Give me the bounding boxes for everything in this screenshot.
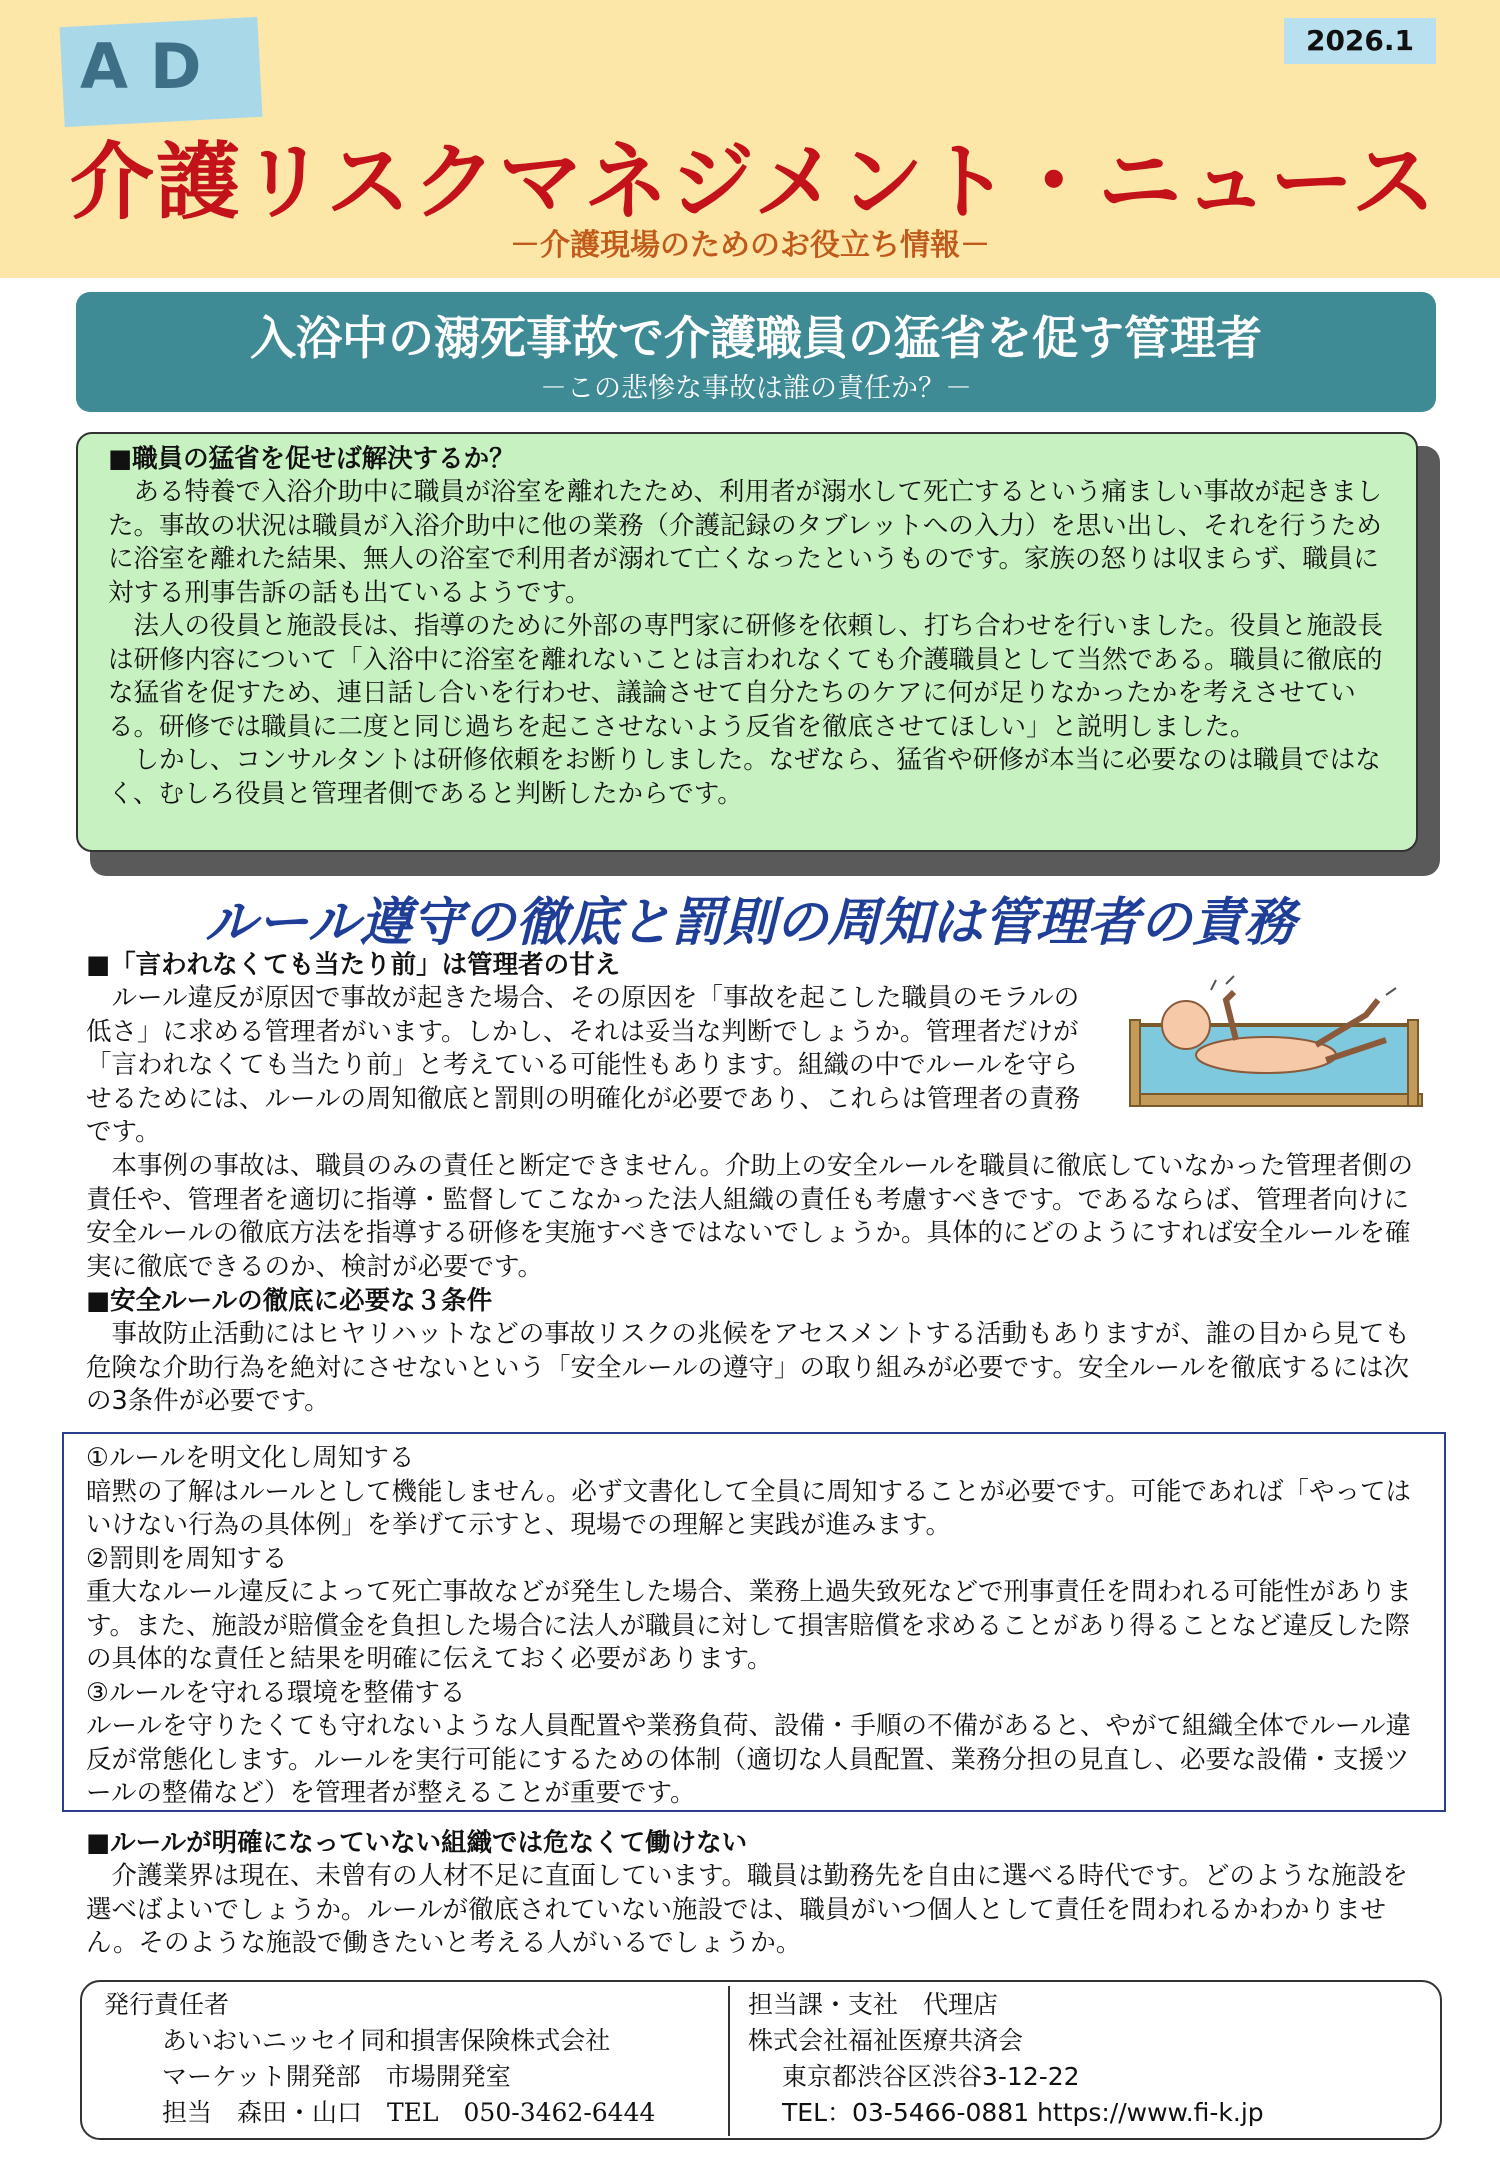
footer-right-company: 株式会社福祉医療共済会: [748, 2026, 1024, 2055]
rule-text: 重大なルール違反によって死亡事故などが発生した場合、業務上過失致死などで刑事責任を問われる可能性があります。また、施設が賠償金を負担した場合に法人が職員に対して損害賠償を求めることがあり得ることなど違反した際の具体的な責任と結果を明確に伝えておく必要があります。: [86, 1577, 1412, 1674]
footer-left-dept: マーケット開発部 市場開発室: [162, 2062, 511, 2091]
three-conditions-box: [62, 1432, 1446, 1812]
body-paragraph: 介護業界は現在、未曾有の人材不足に直面しています。職員は勤務先を自由に選べる時代です。どのような施設を選べばよいでしょうか。ルールが徹底されていない施設では、職員がいつ個人として責任を問われるかわかりません。そのような施設で働きたいと考える人がいるでしょうか。: [86, 1861, 1408, 1958]
subsection-heading: ■ルールが明確になっていない組織では危なくて働けない: [86, 1828, 748, 1858]
intro-paragraph: 法人の役員と施設長は、指導のために外部の専門家に研修を依頼し、打ち合わせを行いました。役員と施設長は研修内容について「入浴中に浴室を離れないことは言われなくても介護職員として当然である。職員に徹底的な猛省を促すため、連日話し合いを行わせ、議論させて自分たちのケアに何が足りなかったかを考えさせている。研修では職員に二度と同じ過ちを起こさせないよう反省を徹底させてほしい」と説明しました。: [108, 611, 1384, 742]
article-subtitle: －この悲惨な事故は誰の責任か？－: [540, 373, 972, 404]
section-body-3: [86, 1826, 1426, 1961]
publisher-footer: [80, 1980, 1442, 2140]
rule-text: ルールを守りたくても守れないような人員配置や業務負荷、設備・手順の不備があると、やがて組織全体でルール違反が常態化します。ルールを実行可能にするための体制（適切な人員配置、業務分担の見直し、必要な設備・支援ツールの整備など）を管理者が整えることが重要です。: [86, 1711, 1411, 1808]
footer-left-company: あいおいニッセイ同和損害保険株式会社: [162, 2026, 611, 2055]
intro-paragraph: ある特養で入浴介助中に職員が浴室を離れたため、利用者が溺水して死亡するという痛ましい事故が起きました。事故の状況は職員が入浴介助中に他の業務（介護記録のタブレットへの入力）を思い出し、それを行うために浴室を離れた結果、無人の浴室で利用者が溺れて亡くなったというものです。家族の怒りは収まらず、職員に対する刑事告訴の話も出ているようです。: [108, 477, 1382, 608]
rule-text: 暗黙の了解はルールとして機能しません。必ず文書化して全員に周知することが必要です。可能であれば「やってはいけない行為の具体例」を挙げて示すと、現場での理解と実践が進みます。: [86, 1476, 1411, 1540]
intro-heading: ■職員の猛省を促せば解決するか？: [108, 444, 515, 474]
bathing-elderly-illustration: [1116, 970, 1432, 1110]
subsection-heading: ■「言われなくても当たり前」は管理者の甘え: [86, 950, 621, 980]
newsletter-subtitle: －介護現場のためのお役立ち情報－: [510, 228, 990, 263]
rule-title: ①ルールを明文化し周知する: [86, 1443, 415, 1473]
newsletter-title: 介護リスクマネジメント・ニュース: [70, 133, 1438, 231]
section-body-2: [86, 1150, 1426, 1419]
section-title: ルール遵守の徹底と罰則の周知は管理者の責務: [204, 893, 1296, 953]
footer-divider: [728, 1986, 730, 2136]
rule-title: ③ルールを守れる環境を整備する: [86, 1677, 466, 1708]
body-paragraph: ルール違反が原因で事故が起きた場合、その原因を「事故を起こした職員のモラルの低さ」に求める管理者がいます。しかし、それは妥当な判断でしょうか。管理者だけが「言われなくても当たり前」と考えている可能性もあります。組織の中でルールを守らせるためには、ルールの周知徹底と罰則の明確化が必要であり、これらは管理者の責務です。: [86, 983, 1080, 1147]
subsection-heading: ■安全ルールの徹底に必要な３条件: [86, 1286, 493, 1316]
header-band: [0, 0, 1500, 278]
body-paragraph: 事故防止活動にはヒヤリハットなどの事故リスクの兆候をアセスメントする活動もありますが、誰の目から見ても危険な介助行為を絶対にさせないという「安全ルールの遵守」の取り組みが必要です。安全ルールを徹底するには次の3条件が必要です。: [86, 1319, 1410, 1416]
article-banner: [76, 292, 1436, 412]
rule-title: ②罰則を周知する: [86, 1543, 288, 1574]
intro-box: [76, 432, 1418, 852]
footer-right-address: 東京都渋谷区渋谷3-12-22: [782, 2062, 1080, 2091]
ad-label: AD: [80, 30, 224, 103]
footer-left-label: 発行責任者: [104, 1990, 230, 2019]
footer-right-contact: TEL：03-5466-0881 https://www.fi-k.jp: [782, 2098, 1264, 2127]
intro-paragraph: しかし、コンサルタントは研修依頼をお断りしました。なぜなら、猛省や研修が本当に必要なのは職員ではなく、むしろ役員と管理者側であると判断したからです。: [108, 745, 1381, 809]
body-paragraph: 本事例の事故は、職員のみの責任と断定できません。介助上の安全ルールを職員に徹底していなかった管理者側の責任や、管理者を適切に指導・監督してこなかった法人組織の責任も考慮すべきです。であるならば、管理者向けに安全ルールの徹底方法を指導する研修を実施すべきではないでしょうか。具体的にどのようにすれば安全ルールを確実に徹底できるのか、検討が必要です。: [86, 1151, 1414, 1282]
article-title: 入浴中の溺死事故で介護職員の猛省を促す管理者: [250, 311, 1262, 365]
footer-right-label: 担当課・支社 代理店: [748, 1990, 999, 2019]
issue-date: 2026.1: [1284, 18, 1436, 64]
footer-left-contact: 担当 森田・山口 TEL 050-3462-6444: [162, 2098, 656, 2127]
